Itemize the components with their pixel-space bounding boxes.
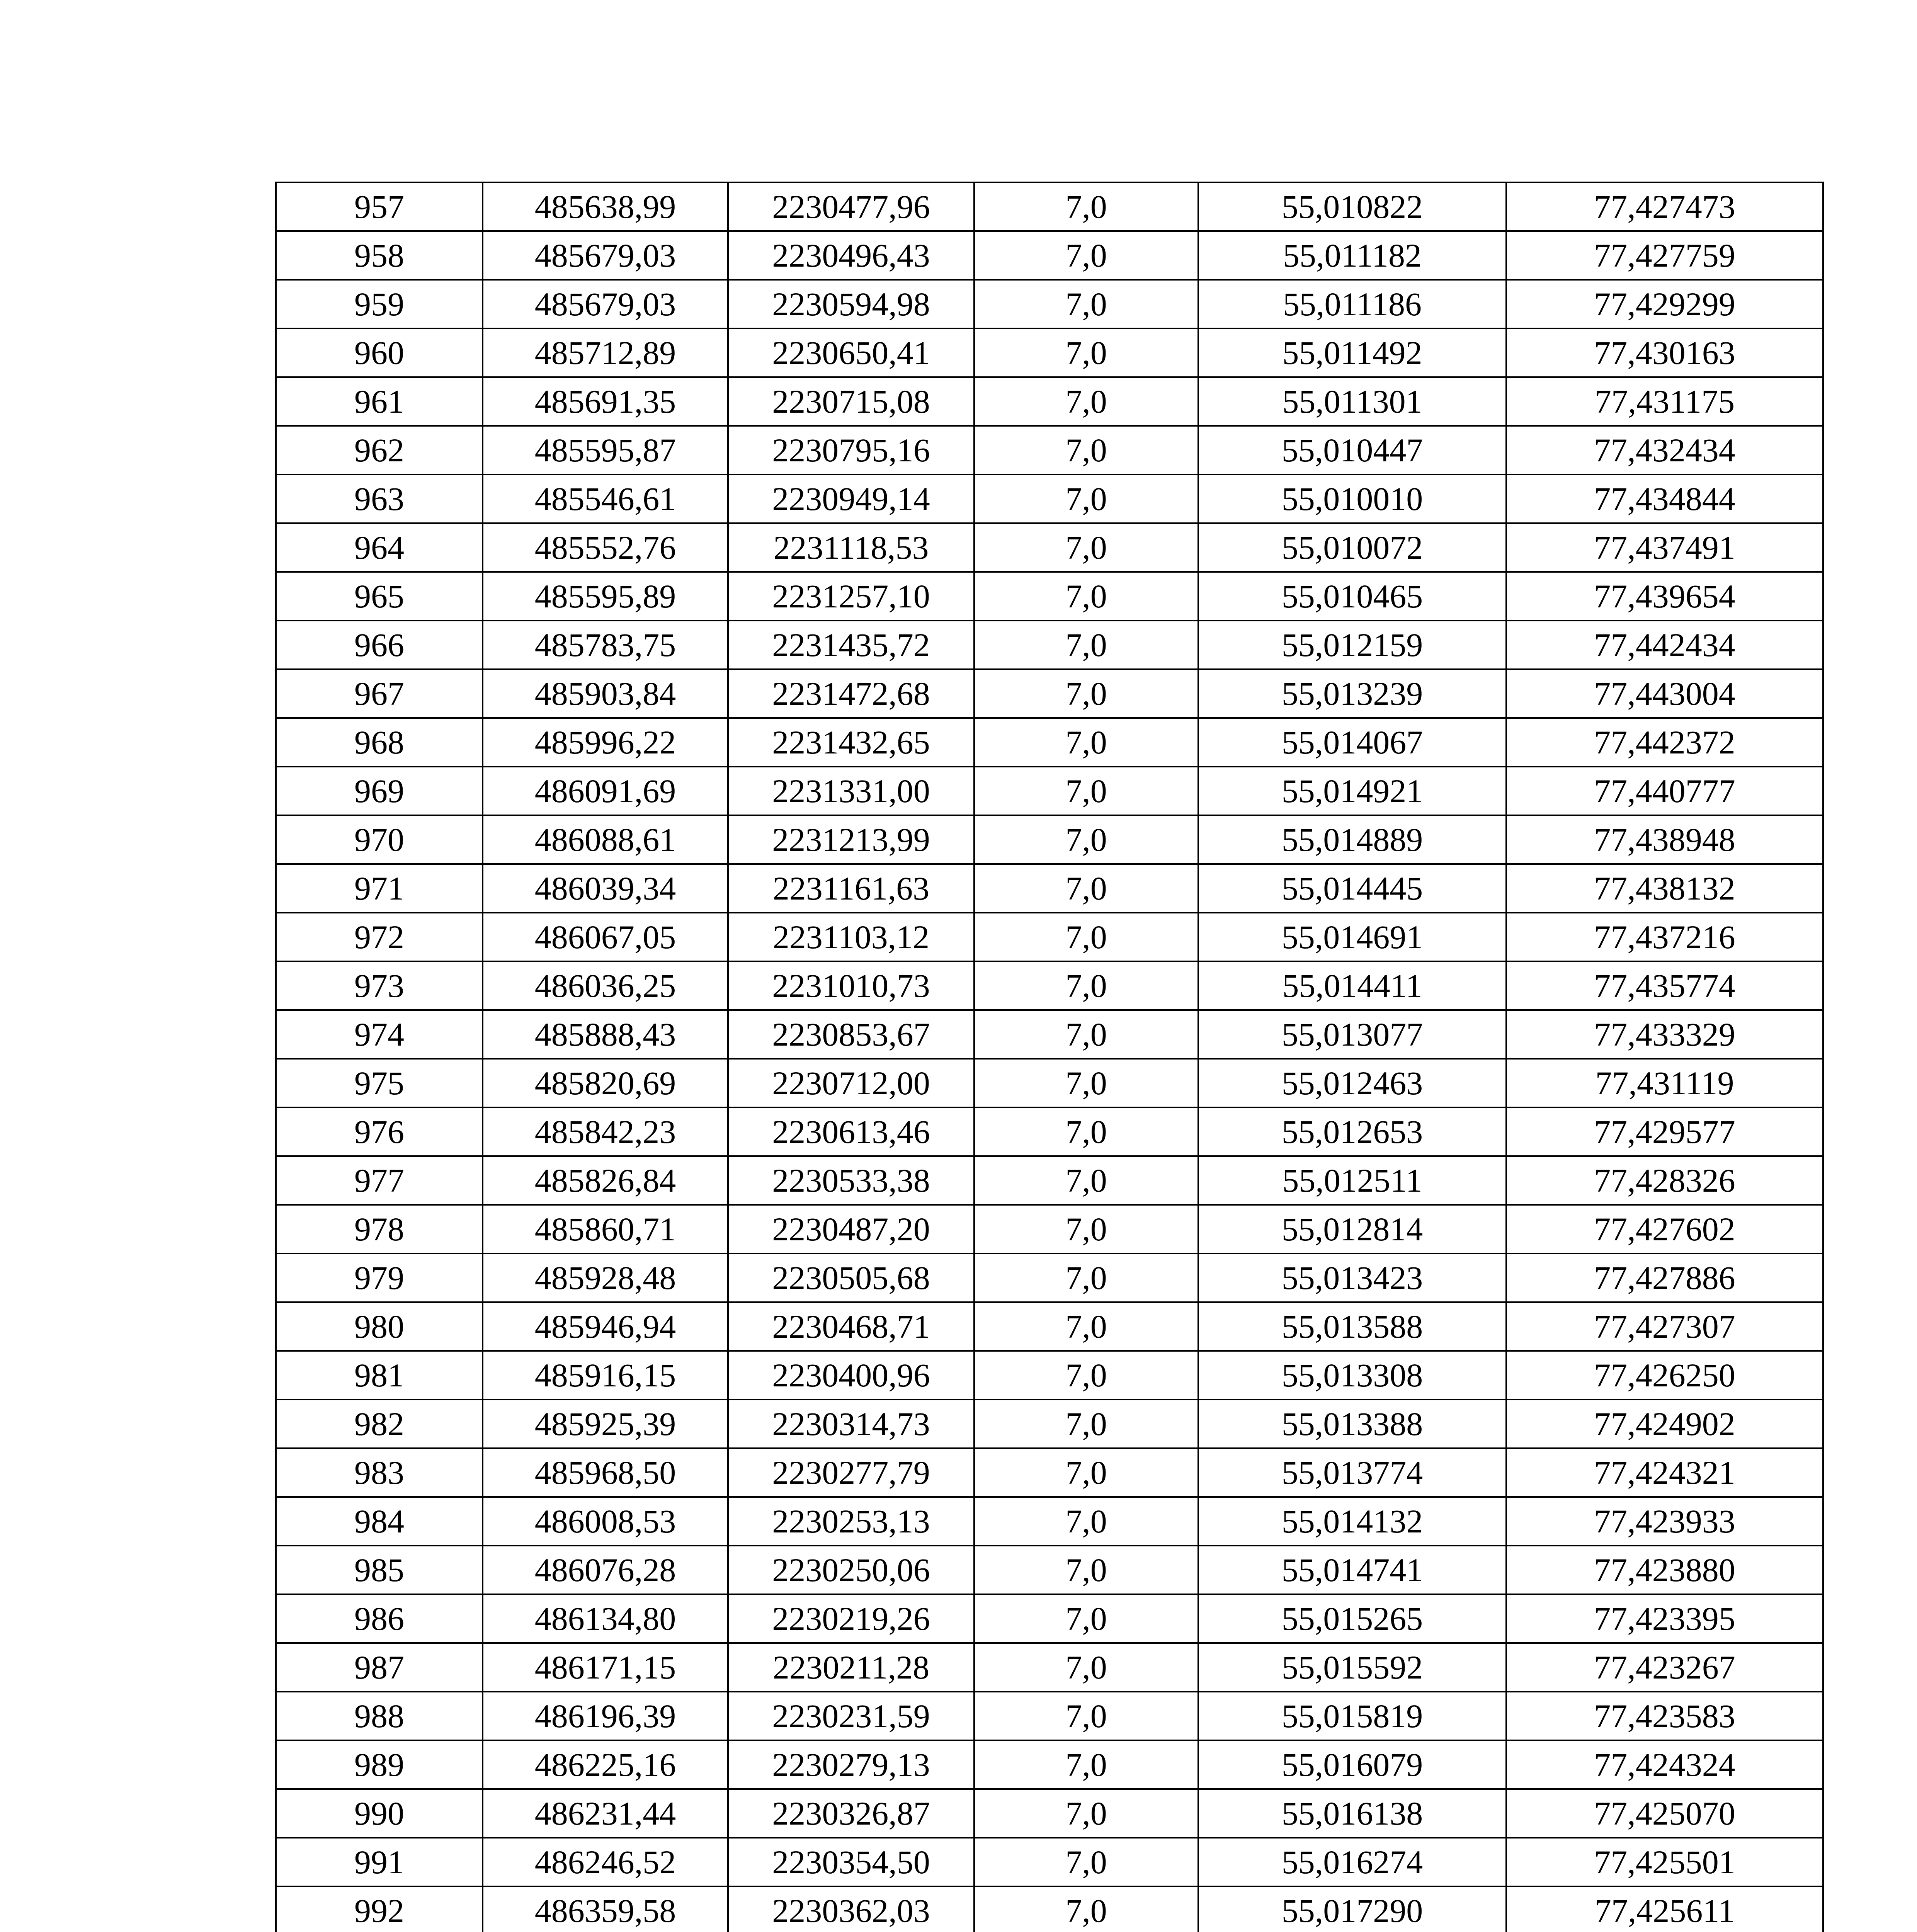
y-coordinate-cell: 2230650,41 xyxy=(728,328,974,377)
longitude-cell: 77,427307 xyxy=(1506,1302,1823,1351)
table-row xyxy=(276,474,1823,523)
latitude-cell: 55,014132 xyxy=(1198,1497,1506,1546)
point-number-cell: 981 xyxy=(276,1351,483,1400)
table-row xyxy=(276,669,1823,718)
x-coordinate-cell: 485552,76 xyxy=(483,523,728,572)
x-coordinate-cell: 485928,48 xyxy=(483,1253,728,1302)
latitude-cell: 55,013239 xyxy=(1198,669,1506,718)
x-coordinate-cell: 486134,80 xyxy=(483,1594,728,1643)
table-row xyxy=(276,523,1823,572)
point-number-cell: 966 xyxy=(276,621,483,669)
y-coordinate-cell: 2230400,96 xyxy=(728,1351,974,1400)
x-coordinate-cell: 486231,44 xyxy=(483,1789,728,1838)
longitude-cell: 77,424321 xyxy=(1506,1448,1823,1497)
x-coordinate-cell: 486246,52 xyxy=(483,1838,728,1886)
accuracy-cell: 7,0 xyxy=(974,1059,1198,1107)
longitude-cell: 77,423583 xyxy=(1506,1692,1823,1740)
table-row xyxy=(276,280,1823,328)
longitude-cell: 77,437216 xyxy=(1506,913,1823,961)
accuracy-cell: 7,0 xyxy=(974,669,1198,718)
y-coordinate-cell: 2231432,65 xyxy=(728,718,974,767)
point-number-cell: 992 xyxy=(276,1886,483,1932)
point-number-cell: 961 xyxy=(276,377,483,426)
point-number-cell: 991 xyxy=(276,1838,483,1886)
table-row xyxy=(276,1302,1823,1351)
latitude-cell: 55,014691 xyxy=(1198,913,1506,961)
latitude-cell: 55,010822 xyxy=(1198,182,1506,231)
latitude-cell: 55,013423 xyxy=(1198,1253,1506,1302)
x-coordinate-cell: 486359,58 xyxy=(483,1886,728,1932)
table-row xyxy=(276,426,1823,474)
longitude-cell: 77,430163 xyxy=(1506,328,1823,377)
latitude-cell: 55,016079 xyxy=(1198,1740,1506,1789)
y-coordinate-cell: 2230613,46 xyxy=(728,1107,974,1156)
x-coordinate-cell: 485820,69 xyxy=(483,1059,728,1107)
point-number-cell: 969 xyxy=(276,767,483,815)
point-number-cell: 957 xyxy=(276,182,483,231)
table-row xyxy=(276,1546,1823,1594)
y-coordinate-cell: 2231118,53 xyxy=(728,523,974,572)
x-coordinate-cell: 485925,39 xyxy=(483,1400,728,1448)
table-row xyxy=(276,1886,1823,1932)
point-number-cell: 980 xyxy=(276,1302,483,1351)
longitude-cell: 77,437491 xyxy=(1506,523,1823,572)
x-coordinate-cell: 486076,28 xyxy=(483,1546,728,1594)
point-number-cell: 984 xyxy=(276,1497,483,1546)
y-coordinate-cell: 2230362,03 xyxy=(728,1886,974,1932)
point-number-cell: 983 xyxy=(276,1448,483,1497)
point-number-cell: 974 xyxy=(276,1010,483,1059)
table-row xyxy=(276,1205,1823,1253)
x-coordinate-cell: 485691,35 xyxy=(483,377,728,426)
table-row xyxy=(276,1740,1823,1789)
x-coordinate-cell: 485638,99 xyxy=(483,182,728,231)
point-number-cell: 982 xyxy=(276,1400,483,1448)
y-coordinate-cell: 2230533,38 xyxy=(728,1156,974,1205)
y-coordinate-cell: 2230505,68 xyxy=(728,1253,974,1302)
accuracy-cell: 7,0 xyxy=(974,1838,1198,1886)
y-coordinate-cell: 2230354,50 xyxy=(728,1838,974,1886)
y-coordinate-cell: 2231331,00 xyxy=(728,767,974,815)
accuracy-cell: 7,0 xyxy=(974,1643,1198,1692)
longitude-cell: 77,423267 xyxy=(1506,1643,1823,1692)
latitude-cell: 55,010072 xyxy=(1198,523,1506,572)
longitude-cell: 77,434844 xyxy=(1506,474,1823,523)
longitude-cell: 77,432434 xyxy=(1506,426,1823,474)
longitude-cell: 77,431119 xyxy=(1506,1059,1823,1107)
latitude-cell: 55,015819 xyxy=(1198,1692,1506,1740)
accuracy-cell: 7,0 xyxy=(974,474,1198,523)
y-coordinate-cell: 2231435,72 xyxy=(728,621,974,669)
x-coordinate-cell: 485888,43 xyxy=(483,1010,728,1059)
latitude-cell: 55,010447 xyxy=(1198,426,1506,474)
accuracy-cell: 7,0 xyxy=(974,1448,1198,1497)
x-coordinate-cell: 485946,94 xyxy=(483,1302,728,1351)
accuracy-cell: 7,0 xyxy=(974,1351,1198,1400)
latitude-cell: 55,013308 xyxy=(1198,1351,1506,1400)
accuracy-cell: 7,0 xyxy=(974,280,1198,328)
x-coordinate-cell: 486225,16 xyxy=(483,1740,728,1789)
y-coordinate-cell: 2230795,16 xyxy=(728,426,974,474)
table-row xyxy=(276,961,1823,1010)
longitude-cell: 77,424324 xyxy=(1506,1740,1823,1789)
longitude-cell: 77,427473 xyxy=(1506,182,1823,231)
latitude-cell: 55,011186 xyxy=(1198,280,1506,328)
accuracy-cell: 7,0 xyxy=(974,1886,1198,1932)
y-coordinate-cell: 2230487,20 xyxy=(728,1205,974,1253)
latitude-cell: 55,012511 xyxy=(1198,1156,1506,1205)
y-coordinate-cell: 2230594,98 xyxy=(728,280,974,328)
table-row xyxy=(276,1156,1823,1205)
y-coordinate-cell: 2230468,71 xyxy=(728,1302,974,1351)
x-coordinate-cell: 485996,22 xyxy=(483,718,728,767)
latitude-cell: 55,012159 xyxy=(1198,621,1506,669)
accuracy-cell: 7,0 xyxy=(974,182,1198,231)
longitude-cell: 77,439654 xyxy=(1506,572,1823,621)
longitude-cell: 77,440777 xyxy=(1506,767,1823,815)
x-coordinate-cell: 485783,75 xyxy=(483,621,728,669)
y-coordinate-cell: 2231161,63 xyxy=(728,864,974,913)
table-row xyxy=(276,1448,1823,1497)
table-row xyxy=(276,572,1823,621)
y-coordinate-cell: 2230219,26 xyxy=(728,1594,974,1643)
point-number-cell: 960 xyxy=(276,328,483,377)
accuracy-cell: 7,0 xyxy=(974,1010,1198,1059)
y-coordinate-cell: 2230853,67 xyxy=(728,1010,974,1059)
y-coordinate-cell: 2230949,14 xyxy=(728,474,974,523)
point-number-cell: 988 xyxy=(276,1692,483,1740)
latitude-cell: 55,014889 xyxy=(1198,815,1506,864)
table-row xyxy=(276,1692,1823,1740)
x-coordinate-cell: 485679,03 xyxy=(483,231,728,280)
table-row xyxy=(276,182,1823,231)
latitude-cell: 55,015265 xyxy=(1198,1594,1506,1643)
latitude-cell: 55,016274 xyxy=(1198,1838,1506,1886)
latitude-cell: 55,012653 xyxy=(1198,1107,1506,1156)
point-number-cell: 990 xyxy=(276,1789,483,1838)
table-row xyxy=(276,621,1823,669)
y-coordinate-cell: 2230250,06 xyxy=(728,1546,974,1594)
point-number-cell: 986 xyxy=(276,1594,483,1643)
point-number-cell: 975 xyxy=(276,1059,483,1107)
longitude-cell: 77,423933 xyxy=(1506,1497,1823,1546)
x-coordinate-cell: 485916,15 xyxy=(483,1351,728,1400)
accuracy-cell: 7,0 xyxy=(974,1205,1198,1253)
accuracy-cell: 7,0 xyxy=(974,426,1198,474)
longitude-cell: 77,425501 xyxy=(1506,1838,1823,1886)
longitude-cell: 77,424902 xyxy=(1506,1400,1823,1448)
table-row xyxy=(276,1497,1823,1546)
accuracy-cell: 7,0 xyxy=(974,913,1198,961)
latitude-cell: 55,011182 xyxy=(1198,231,1506,280)
point-number-cell: 972 xyxy=(276,913,483,961)
point-number-cell: 989 xyxy=(276,1740,483,1789)
longitude-cell: 77,426250 xyxy=(1506,1351,1823,1400)
y-coordinate-cell: 2230277,79 xyxy=(728,1448,974,1497)
longitude-cell: 77,438132 xyxy=(1506,864,1823,913)
x-coordinate-cell: 485712,89 xyxy=(483,328,728,377)
accuracy-cell: 7,0 xyxy=(974,767,1198,815)
y-coordinate-cell: 2230279,13 xyxy=(728,1740,974,1789)
longitude-cell: 77,435774 xyxy=(1506,961,1823,1010)
longitude-cell: 77,425070 xyxy=(1506,1789,1823,1838)
y-coordinate-cell: 2230231,59 xyxy=(728,1692,974,1740)
latitude-cell: 55,016138 xyxy=(1198,1789,1506,1838)
accuracy-cell: 7,0 xyxy=(974,572,1198,621)
x-coordinate-cell: 486088,61 xyxy=(483,815,728,864)
x-coordinate-cell: 486171,15 xyxy=(483,1643,728,1692)
point-number-cell: 978 xyxy=(276,1205,483,1253)
y-coordinate-cell: 2231010,73 xyxy=(728,961,974,1010)
accuracy-cell: 7,0 xyxy=(974,1400,1198,1448)
latitude-cell: 55,015592 xyxy=(1198,1643,1506,1692)
longitude-cell: 77,429577 xyxy=(1506,1107,1823,1156)
x-coordinate-cell: 485595,89 xyxy=(483,572,728,621)
longitude-cell: 77,427602 xyxy=(1506,1205,1823,1253)
point-number-cell: 965 xyxy=(276,572,483,621)
y-coordinate-cell: 2230715,08 xyxy=(728,377,974,426)
latitude-cell: 55,011492 xyxy=(1198,328,1506,377)
latitude-cell: 55,014741 xyxy=(1198,1546,1506,1594)
latitude-cell: 55,013774 xyxy=(1198,1448,1506,1497)
accuracy-cell: 7,0 xyxy=(974,523,1198,572)
latitude-cell: 55,013077 xyxy=(1198,1010,1506,1059)
accuracy-cell: 7,0 xyxy=(974,815,1198,864)
x-coordinate-cell: 486196,39 xyxy=(483,1692,728,1740)
table-row xyxy=(276,231,1823,280)
longitude-cell: 77,423395 xyxy=(1506,1594,1823,1643)
point-number-cell: 971 xyxy=(276,864,483,913)
coordinates-table xyxy=(275,182,1824,1932)
latitude-cell: 55,017290 xyxy=(1198,1886,1506,1932)
longitude-cell: 77,429299 xyxy=(1506,280,1823,328)
table-row xyxy=(276,1253,1823,1302)
x-coordinate-cell: 485595,87 xyxy=(483,426,728,474)
table-row xyxy=(276,1010,1823,1059)
x-coordinate-cell: 486067,05 xyxy=(483,913,728,961)
accuracy-cell: 7,0 xyxy=(974,1546,1198,1594)
accuracy-cell: 7,0 xyxy=(974,1594,1198,1643)
latitude-cell: 55,014445 xyxy=(1198,864,1506,913)
accuracy-cell: 7,0 xyxy=(974,961,1198,1010)
longitude-cell: 77,438948 xyxy=(1506,815,1823,864)
accuracy-cell: 7,0 xyxy=(974,1692,1198,1740)
accuracy-cell: 7,0 xyxy=(974,621,1198,669)
x-coordinate-cell: 486036,25 xyxy=(483,961,728,1010)
point-number-cell: 977 xyxy=(276,1156,483,1205)
latitude-cell: 55,010465 xyxy=(1198,572,1506,621)
point-number-cell: 967 xyxy=(276,669,483,718)
latitude-cell: 55,011301 xyxy=(1198,377,1506,426)
accuracy-cell: 7,0 xyxy=(974,1107,1198,1156)
point-number-cell: 987 xyxy=(276,1643,483,1692)
longitude-cell: 77,423880 xyxy=(1506,1546,1823,1594)
longitude-cell: 77,442434 xyxy=(1506,621,1823,669)
x-coordinate-cell: 486039,34 xyxy=(483,864,728,913)
latitude-cell: 55,013388 xyxy=(1198,1400,1506,1448)
y-coordinate-cell: 2230477,96 xyxy=(728,182,974,231)
table-row xyxy=(276,913,1823,961)
table-row xyxy=(276,1643,1823,1692)
table-row xyxy=(276,1351,1823,1400)
table-row xyxy=(276,1838,1823,1886)
latitude-cell: 55,014067 xyxy=(1198,718,1506,767)
y-coordinate-cell: 2230314,73 xyxy=(728,1400,974,1448)
x-coordinate-cell: 485860,71 xyxy=(483,1205,728,1253)
accuracy-cell: 7,0 xyxy=(974,1156,1198,1205)
coordinates-table-body xyxy=(276,182,1823,1932)
y-coordinate-cell: 2231103,12 xyxy=(728,913,974,961)
table-row xyxy=(276,1059,1823,1107)
point-number-cell: 976 xyxy=(276,1107,483,1156)
point-number-cell: 959 xyxy=(276,280,483,328)
latitude-cell: 55,014921 xyxy=(1198,767,1506,815)
accuracy-cell: 7,0 xyxy=(974,1253,1198,1302)
point-number-cell: 963 xyxy=(276,474,483,523)
latitude-cell: 55,014411 xyxy=(1198,961,1506,1010)
table-row xyxy=(276,718,1823,767)
x-coordinate-cell: 486008,53 xyxy=(483,1497,728,1546)
accuracy-cell: 7,0 xyxy=(974,328,1198,377)
point-number-cell: 970 xyxy=(276,815,483,864)
x-coordinate-cell: 485826,84 xyxy=(483,1156,728,1205)
point-number-cell: 962 xyxy=(276,426,483,474)
latitude-cell: 55,013588 xyxy=(1198,1302,1506,1351)
accuracy-cell: 7,0 xyxy=(974,864,1198,913)
x-coordinate-cell: 486091,69 xyxy=(483,767,728,815)
x-coordinate-cell: 485842,23 xyxy=(483,1107,728,1156)
x-coordinate-cell: 485903,84 xyxy=(483,669,728,718)
y-coordinate-cell: 2231472,68 xyxy=(728,669,974,718)
y-coordinate-cell: 2230496,43 xyxy=(728,231,974,280)
x-coordinate-cell: 485679,03 xyxy=(483,280,728,328)
y-coordinate-cell: 2230211,28 xyxy=(728,1643,974,1692)
latitude-cell: 55,012814 xyxy=(1198,1205,1506,1253)
table-row xyxy=(276,1594,1823,1643)
longitude-cell: 77,442372 xyxy=(1506,718,1823,767)
point-number-cell: 958 xyxy=(276,231,483,280)
y-coordinate-cell: 2231257,10 xyxy=(728,572,974,621)
accuracy-cell: 7,0 xyxy=(974,718,1198,767)
accuracy-cell: 7,0 xyxy=(974,231,1198,280)
table-row xyxy=(276,1789,1823,1838)
table-row xyxy=(276,377,1823,426)
longitude-cell: 77,427759 xyxy=(1506,231,1823,280)
point-number-cell: 964 xyxy=(276,523,483,572)
longitude-cell: 77,428326 xyxy=(1506,1156,1823,1205)
table-row xyxy=(276,767,1823,815)
longitude-cell: 77,427886 xyxy=(1506,1253,1823,1302)
point-number-cell: 973 xyxy=(276,961,483,1010)
y-coordinate-cell: 2231213,99 xyxy=(728,815,974,864)
accuracy-cell: 7,0 xyxy=(974,1740,1198,1789)
accuracy-cell: 7,0 xyxy=(974,1497,1198,1546)
table-row xyxy=(276,815,1823,864)
longitude-cell: 77,425611 xyxy=(1506,1886,1823,1932)
y-coordinate-cell: 2230712,00 xyxy=(728,1059,974,1107)
table-row xyxy=(276,1400,1823,1448)
latitude-cell: 55,012463 xyxy=(1198,1059,1506,1107)
accuracy-cell: 7,0 xyxy=(974,1789,1198,1838)
x-coordinate-cell: 485968,50 xyxy=(483,1448,728,1497)
accuracy-cell: 7,0 xyxy=(974,377,1198,426)
accuracy-cell: 7,0 xyxy=(974,1302,1198,1351)
table-row xyxy=(276,1107,1823,1156)
table-row xyxy=(276,864,1823,913)
longitude-cell: 77,443004 xyxy=(1506,669,1823,718)
point-number-cell: 985 xyxy=(276,1546,483,1594)
point-number-cell: 979 xyxy=(276,1253,483,1302)
table-row xyxy=(276,328,1823,377)
y-coordinate-cell: 2230253,13 xyxy=(728,1497,974,1546)
y-coordinate-cell: 2230326,87 xyxy=(728,1789,974,1838)
point-number-cell: 968 xyxy=(276,718,483,767)
longitude-cell: 77,433329 xyxy=(1506,1010,1823,1059)
latitude-cell: 55,010010 xyxy=(1198,474,1506,523)
x-coordinate-cell: 485546,61 xyxy=(483,474,728,523)
longitude-cell: 77,431175 xyxy=(1506,377,1823,426)
